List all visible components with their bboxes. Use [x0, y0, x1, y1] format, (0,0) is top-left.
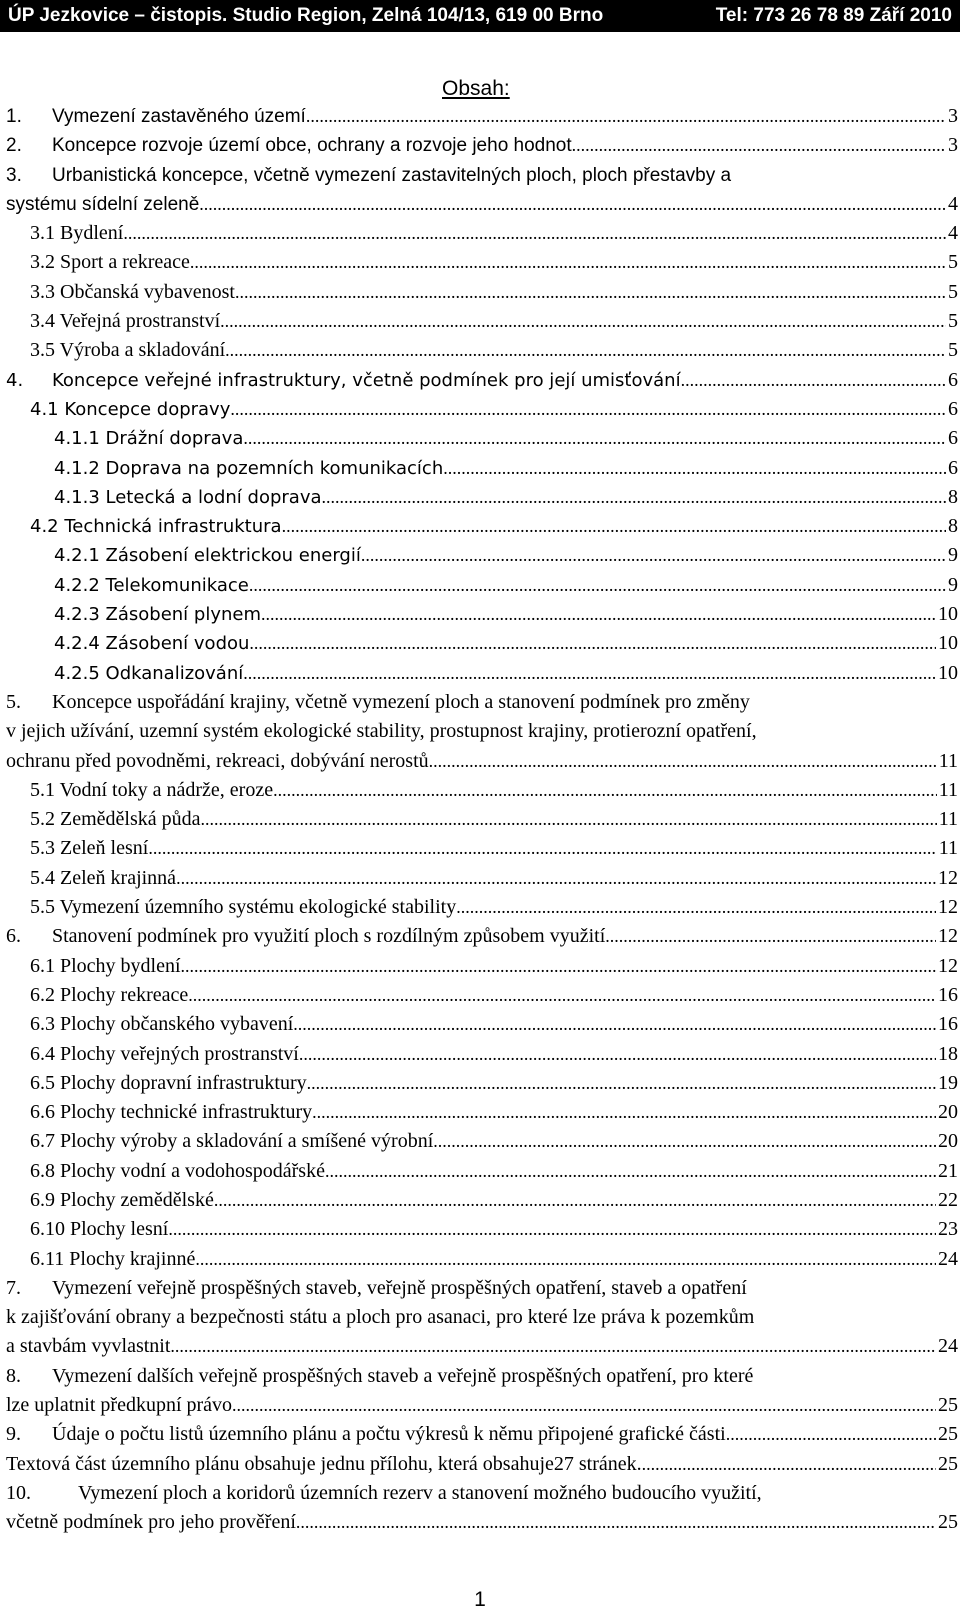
toc-entry-page: 5 [948, 251, 958, 274]
toc-title: Obsah: [442, 77, 510, 100]
toc-entry-page: 23 [938, 1218, 958, 1241]
toc-entry-page: 3 [948, 134, 958, 157]
toc-entry-page: 8 [948, 515, 958, 538]
toc-entry [6, 512, 958, 541]
toc-entry-text: 5.2 Zemědělská půda [30, 808, 201, 831]
toc-entry-page: 5 [948, 310, 958, 333]
toc-entry-page: 10 [938, 661, 958, 684]
toc-entry-text: 6.10 Plochy lesní [30, 1218, 169, 1241]
toc-entry [6, 424, 958, 453]
toc-entry-text: Údaje o počtu listů územního plánu a počtu výkresů k němu připojené grafické části [52, 1423, 726, 1446]
toc-entry-page: 6 [948, 368, 958, 391]
toc-entry-page: 6 [948, 456, 958, 479]
toc-entry-page: 20 [938, 1101, 958, 1124]
toc-entry-text: 6.9 Plochy zemědělské [30, 1188, 214, 1211]
toc-entry-text: 3.5 Výroba a skladování [30, 339, 226, 362]
toc-entry-page: 11 [938, 778, 958, 801]
toc-entry [6, 131, 958, 160]
header-right-text: Tel: 773 26 78 89 Září 2010 [715, 5, 952, 26]
toc-entry [6, 483, 958, 512]
toc-entry [6, 1127, 958, 1156]
toc-entry [6, 629, 958, 658]
toc-entry-page: 20 [938, 1130, 958, 1153]
toc-entry [6, 834, 958, 863]
toc-entry-number: 4. [6, 369, 24, 391]
toc-entry-text-last: včetně podmínek pro jeho prověření [6, 1511, 296, 1534]
toc-entry [6, 571, 958, 600]
toc-entry-page: 19 [938, 1071, 958, 1094]
toc-entry-page: 4 [948, 222, 958, 245]
toc-entry-text-line: Vymezení veřejně prospěšných staveb, veřejně prospěšných opatření, staveb a opatření [52, 1276, 747, 1299]
toc-entry [6, 248, 958, 277]
toc-entry-text: 4.1 Koncepce dopravy [30, 398, 231, 420]
toc-entry [6, 1040, 958, 1069]
toc-entry-text: 5.5 Vymezení územního systému ekologické stability [30, 896, 457, 919]
toc-entry [6, 864, 958, 893]
toc-entry [6, 688, 958, 776]
toc-entry-text-line: Koncepce uspořádání krajiny, včetně vymezení ploch a stanovení podmínek pro změny [52, 690, 750, 713]
toc-entry [6, 1274, 958, 1362]
toc-entry [6, 659, 958, 688]
toc-entry [6, 1362, 958, 1421]
page-number: 1 [474, 1588, 486, 1611]
toc-entry-text-line: k zajišťování obrany a bezpečnosti státu a ploch pro asanaci, pro které lze práva k pozemkům [6, 1306, 755, 1329]
toc-entry-text: 4.1.2 Doprava na pozemních komunikacích [54, 457, 444, 479]
toc-entry-text: 4.2 Technická infrastruktura [30, 516, 282, 538]
toc-entry-text: 4.1.3 Letecká a lodní doprava [54, 486, 322, 508]
toc-entry-text-line: Vymezení ploch a koridorů územních rezerv a stanovení možného budoucího využití, [78, 1481, 762, 1504]
toc-entry-text: 6.7 Plochy výroby a skladování a smíšené výrobní [30, 1130, 434, 1153]
toc-entry-text-line: v jejich užívání, uzemní systém ekologické stability, prostupnost krajiny, protierozní opatření, [6, 720, 757, 743]
toc-entry-page: 11 [938, 808, 958, 831]
toc-entry-text: 4.2.5 Odkanalizování [54, 662, 244, 684]
toc-entry-text: 4.2.3 Zásobení plynem [54, 604, 261, 626]
toc-entry-page: 12 [938, 896, 958, 919]
toc-entry-text: 5.4 Zeleň krajinná [30, 866, 177, 889]
toc-entry-text: Koncepce veřejné infrastruktury, včetně podmínek pro její umisťování [52, 369, 681, 391]
toc-entry-number: 7. [6, 1276, 21, 1299]
toc-entry [6, 102, 958, 131]
toc-entry-page: 9 [948, 544, 958, 567]
toc-entry-number: 9. [6, 1423, 21, 1446]
toc-entry [6, 893, 958, 922]
toc-entry-page: 25 [938, 1511, 958, 1534]
toc-entry-page: 24 [938, 1335, 958, 1358]
toc-entry-text-last: a stavbám vyvlastnit [6, 1335, 171, 1358]
toc-entry-number: 5. [6, 690, 21, 713]
table-of-contents [6, 102, 958, 1538]
toc-entry-text-line: Urbanistická koncepce, včetně vymezení zastavitelných ploch, ploch přestavby a [52, 164, 732, 186]
toc-entry [6, 1098, 958, 1127]
toc-entry [6, 1450, 958, 1479]
toc-entry-text-line: Vymezení dalších veřejně prospěšných staveb a veřejně prospěšných opatření, pro které [52, 1364, 754, 1387]
toc-entry-page: 25 [938, 1452, 958, 1475]
toc-entry [6, 952, 958, 981]
toc-entry-number: 10. [6, 1481, 31, 1504]
toc-entry-text: 4.2.1 Zásobení elektrickou energií [54, 545, 361, 567]
toc-entry-page: 10 [938, 632, 958, 655]
toc-entry-page: 9 [948, 573, 958, 596]
toc-entry [6, 1215, 958, 1244]
toc-entry-text: Textová část územního plánu obsahuje jednu přílohu, která obsahuje27 stránek. [6, 1452, 642, 1475]
toc-entry-text: 6.1 Plochy bydlení [30, 954, 181, 977]
toc-entry [6, 1186, 958, 1215]
toc-entry-page: 6 [948, 397, 958, 420]
toc-entry [6, 307, 958, 336]
toc-entry-number: 3. [6, 164, 22, 186]
toc-entry-page: 6 [948, 427, 958, 450]
toc-entry [6, 776, 958, 805]
toc-entry-text: 4.2.2 Telekomunikace [54, 574, 249, 596]
toc-entry-text-last: ochranu před povodněmi, rekreaci, dobývání nerostů [6, 749, 429, 772]
toc-entry-page: 11 [938, 749, 958, 772]
toc-entry [6, 1420, 958, 1449]
toc-entry-number: 1. [6, 106, 22, 127]
toc-entry [6, 600, 958, 629]
toc-entry-page: 12 [938, 954, 958, 977]
toc-entry-page: 25 [938, 1423, 958, 1446]
toc-entry-text: Stanovení podmínek pro využití ploch s rozdílným způsobem využití [52, 925, 606, 948]
toc-entry-text: 3.1 Bydlení [30, 222, 124, 245]
toc-entry-page: 16 [938, 1013, 958, 1036]
toc-entry [6, 336, 958, 365]
document-header [0, 0, 960, 32]
toc-entry-page: 5 [948, 339, 958, 362]
toc-entry-text: 3.2 Sport a rekreace [30, 251, 190, 274]
toc-entry-text: 6.11 Plochy krajinné [30, 1247, 196, 1270]
toc-entry [6, 278, 958, 307]
toc-entry-page: 12 [938, 866, 958, 889]
toc-entry-text: 6.8 Plochy vodní a vodohospodářské [30, 1159, 325, 1182]
toc-entry [6, 1245, 958, 1274]
toc-entry-page: 5 [948, 280, 958, 303]
toc-entry-text: 3.4 Veřejná prostranství [30, 310, 221, 333]
toc-entry-text: 6.3 Plochy občanského vybavení [30, 1013, 294, 1036]
header-left-text: ÚP Jezkovice – čistopis. Studio Region, Zelná 104/13, 619 00 Brno [8, 5, 604, 26]
toc-entry-page: 4 [948, 192, 958, 215]
toc-entry [6, 161, 958, 220]
toc-entry [6, 541, 958, 570]
toc-entry-page: 8 [948, 485, 958, 508]
toc-entry [6, 219, 958, 248]
toc-entry-page: 22 [938, 1188, 958, 1211]
toc-entry-text: 4.2.4 Zásobení vodou [54, 633, 250, 655]
toc-entry [6, 805, 958, 834]
toc-entry [6, 981, 958, 1010]
toc-entry-page: 18 [938, 1042, 958, 1065]
toc-entry-text: 5.1 Vodní toky a nádrže, eroze [30, 778, 274, 801]
toc-entry-number: 8. [6, 1364, 21, 1387]
toc-entry-text: 4.1.1 Drážní doprava [54, 428, 244, 450]
toc-entry-text-last: lze uplatnit předkupní právo [6, 1394, 233, 1417]
toc-entry-page: 24 [938, 1247, 958, 1270]
toc-entry-number: 6. [6, 925, 21, 948]
toc-entry [6, 1157, 958, 1186]
toc-entry-page: 16 [938, 983, 958, 1006]
toc-entry [6, 366, 958, 395]
toc-entry-page: 12 [938, 925, 958, 948]
toc-entry-page: 11 [938, 837, 958, 860]
toc-entry [6, 1479, 958, 1538]
toc-entry-text: 6.6 Plochy technické infrastruktury [30, 1101, 313, 1124]
toc-entry [6, 454, 958, 483]
toc-entry-number: 2. [6, 135, 22, 157]
toc-entry-page: 25 [938, 1394, 958, 1417]
toc-entry-page: 21 [938, 1159, 958, 1182]
toc-entry-text: 3.3 Občanská vybavenost [30, 280, 235, 303]
toc-entry-text: 5.3 Zeleň lesní [30, 837, 149, 860]
toc-entry-text: 6.5 Plochy dopravní infrastruktury [30, 1071, 307, 1094]
toc-entry [6, 395, 958, 424]
toc-entry-text: 6.2 Plochy rekreace [30, 983, 189, 1006]
toc-entry [6, 1010, 958, 1039]
toc-entry-text-last: systému sídelní zeleně [6, 193, 200, 215]
toc-entry-page: 10 [938, 603, 958, 626]
toc-entry-text: 6.4 Plochy veřejných prostranství [30, 1042, 299, 1065]
toc-entry [6, 922, 958, 951]
toc-entry [6, 1069, 958, 1098]
toc-entry-text: Koncepce rozvoje území obce, ochrany a rozvoje jeho hodnot [52, 135, 572, 157]
toc-entry-text: Vymezení zastavěného území [52, 106, 306, 127]
toc-entry-page: 3 [948, 105, 958, 127]
